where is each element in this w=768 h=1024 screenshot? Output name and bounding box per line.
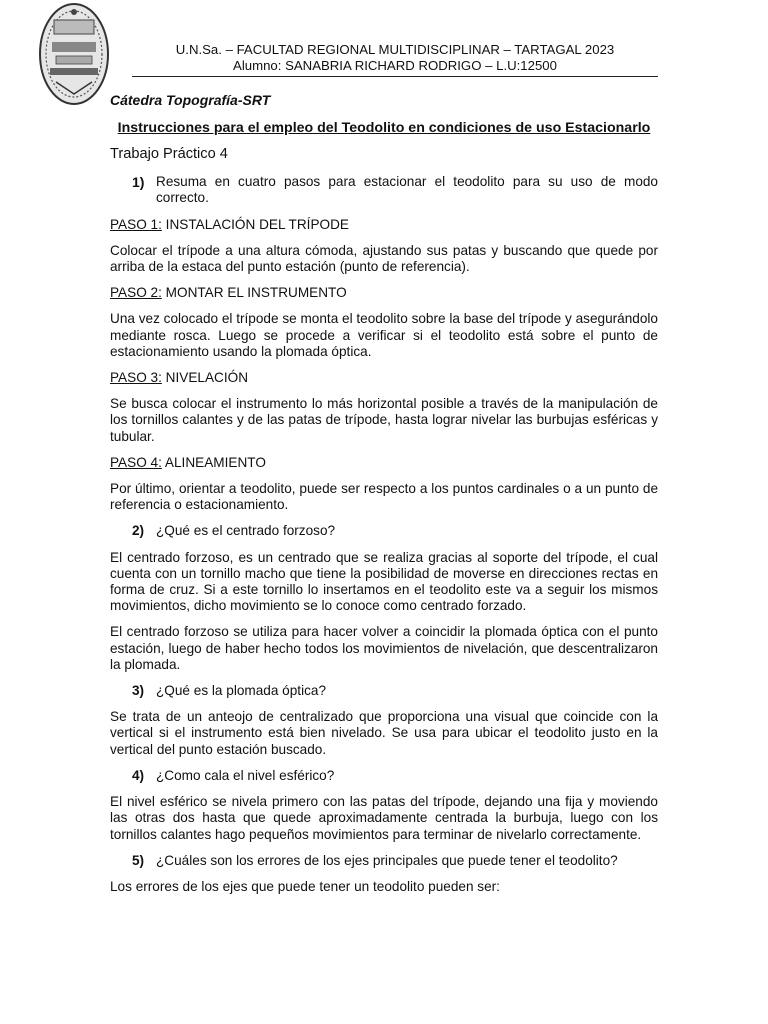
- answer-4: El nivel esférico se nivela primero con las patas del trípode, dejando una fija y moviendo las otras dos hasta que quede aproximadamente centrada la burbuja, luego con los tornillos calantes hago pequeños movimientos para terminar de nivelarlo correctamente.: [110, 794, 658, 842]
- answer-2-paragraph-1: El centrado forzoso, es un centrado que se realiza gracias al soporte del trípode, el cual cuenta con un tornillo macho que tiene la posibilidad de moverse en direcciones rectas en forma de cruz. Si a este tornillo lo insertamos en el teodolito este va a seguir los mismos movimientos, dicho movimiento se lo conoce como centrado forzado.: [110, 549, 658, 614]
- question-number: 2): [132, 523, 145, 539]
- question-3: [110, 683, 658, 699]
- answer-3: Se trata de un anteojo de centralizado que proporciona una visual que coincide con la vertical si el instrumento está bien nivelado. Se usa para ubicar el teodolito justo en la vertical del punto estación buscado.: [110, 709, 658, 757]
- question-number: 5): [132, 852, 145, 868]
- step-label: PASO 1:: [110, 216, 162, 232]
- step-2-heading: [110, 285, 658, 301]
- step-3-text: Se busca colocar el instrumento lo más horizontal posible a través de la manipulación de los tornillos calantes y de las patas de trípode, hasta lograr nivelar las burbujas esféricas y tubular.: [110, 396, 658, 444]
- step-title: MONTAR EL INSTRUMENTO: [161, 285, 347, 301]
- question-number: 4): [132, 767, 145, 783]
- document-header: [132, 42, 658, 77]
- step-3-heading: [110, 370, 658, 386]
- document-body: [110, 119, 658, 905]
- step-label: PASO 4:: [110, 454, 162, 470]
- question-text: ¿Qué es la plomada óptica?: [156, 683, 327, 699]
- step-1-heading: [110, 217, 658, 233]
- assignment-label: Trabajo Práctico 4: [110, 146, 228, 162]
- question-5: [110, 853, 658, 869]
- step-4-heading: [110, 455, 658, 471]
- step-4-text: Por último, orientar a teodolito, puede ser respecto a los puntos cardinales o a un punto de referencia o estacionamiento.: [110, 481, 658, 513]
- header-line-1: U.N.Sa. – FACULTAD REGIONAL MULTIDISCIPLINAR – TARTAGAL 2023: [175, 42, 615, 57]
- step-title: ALINEAMIENTO: [161, 454, 266, 470]
- question-text: ¿Qué es el centrado forzoso?: [156, 523, 336, 539]
- step-title: INSTALACIÓN DEL TRÍPODE: [161, 216, 349, 232]
- university-seal-icon: [38, 2, 110, 106]
- document-title: Instrucciones para el empleo del Teodolito en condiciones de uso Estacionarlo: [117, 120, 651, 136]
- catedra-label: Cátedra Topografía-SRT: [110, 92, 271, 108]
- step-2-text: Una vez colocado el trípode se monta el teodolito sobre la base del trípode y asegurándolo mediante rosca. Luego se procede a verificar si el teodolito está sobre el punto de estacionamiento usando la plomada óptica.: [110, 311, 658, 359]
- step-1-text: Colocar el trípode a una altura cómoda, ajustando sus patas y buscando que quede por arriba de la estaca del punto estación (punto de referencia).: [110, 242, 658, 275]
- answer-2-paragraph-2: El centrado forzoso se utiliza para hacer volver a coincidir la plomada óptica con el punto estación, luego de haber hecho todos los movimientos de nivelación, que descentralizaron la plomada.: [110, 624, 658, 672]
- question-1: [110, 174, 658, 206]
- question-text: ¿Como cala el nivel esférico?: [156, 767, 335, 783]
- step-title: NIVELACIÓN: [161, 370, 249, 386]
- question-text: Resuma en cuatro pasos para estacionar el teodolito para su uso de modo correcto.: [156, 174, 658, 206]
- question-number: 1): [132, 174, 145, 191]
- question-4: [110, 768, 658, 784]
- answer-5: Los errores de los ejes que puede tener un teodolito pueden ser:: [110, 878, 500, 894]
- step-label: PASO 3:: [110, 370, 162, 386]
- header-line-2: Alumno: SANABRIA RICHARD RODRIGO – L.U:12500: [233, 58, 557, 73]
- question-text: ¿Cuáles son los errores de los ejes principales que puede tener el teodolito?: [156, 852, 618, 868]
- question-number: 3): [132, 683, 145, 699]
- step-label: PASO 2:: [110, 285, 162, 301]
- question-2: [110, 523, 658, 539]
